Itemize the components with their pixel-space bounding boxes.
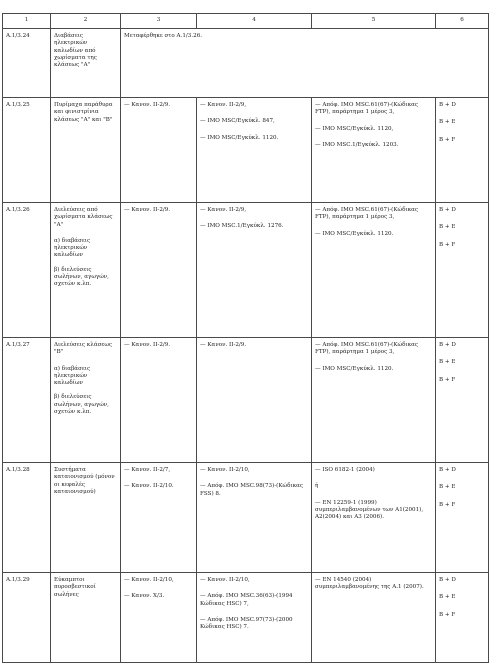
conformity-modules — [436, 98, 489, 203]
table-row — [3, 98, 489, 203]
module-entry: B + F — [439, 136, 456, 143]
module-entry: B + E — [439, 119, 456, 126]
item-code-text: A.1/3.26 — [6, 207, 30, 213]
reference-entry: — IMO MSC/Εγκύκλ. 1120. — [200, 135, 308, 142]
table-row — [3, 338, 489, 463]
standard-entry: — IMO MSC/Εγκύκλ. 1120. — [315, 366, 432, 373]
module-entry: B + E — [439, 224, 456, 231]
item-code — [3, 203, 51, 338]
standard-entry: — IMO MSC/Εγκύκλ. 1120. — [315, 231, 432, 238]
item-description-text: Διελεύσεις από χωρίσματα κλάσεως "A" — [54, 207, 113, 228]
reference-entry: — Κανον. II-2/9. — [124, 102, 193, 109]
column-header: 4 — [197, 14, 312, 29]
column-header: 1 — [3, 14, 51, 29]
table-row — [3, 463, 489, 573]
reference-entry: — Απόφ. IMO MSC.98(73)-(Κώδικας FSS) 8. — [200, 483, 308, 498]
item-description — [51, 463, 121, 573]
standard-entry: — EN 14540 (2004) συμπεριλαμβανομένης της A.1 (2007). — [315, 577, 432, 592]
item-code — [3, 29, 51, 98]
table-row — [3, 573, 489, 663]
module-entry: B + E — [439, 359, 456, 366]
reference-entry: — Κανον. II-2/9, — [200, 102, 308, 109]
table-row — [3, 203, 489, 338]
solas-reference — [121, 463, 197, 573]
reference-entry: — Κανον. II-2/10. — [124, 483, 193, 490]
item-code-text: A.1/3.29 — [6, 577, 30, 583]
conformity-modules — [436, 338, 489, 463]
module-entry: B + D — [439, 342, 456, 348]
column-header: 6 — [436, 14, 489, 29]
reference-entry: — Κανον. II-2/10, — [200, 577, 308, 584]
reference-entry: — Απόφ. IMO MSC.97(73)-(2000 Κώδικας HSC) 7. — [200, 617, 308, 632]
reference-entry: — Κανον. II-2/9, — [200, 207, 308, 214]
module-entry: B + D — [439, 102, 456, 108]
standard-entry: — Απόφ. IMO MSC.61(67)-(Κώδικας FTP), παράρτημα 1 μέρος 3, — [315, 207, 432, 222]
column-header: 5 — [312, 14, 436, 29]
reference-entry: — Απόφ. IMO MSC.36(63)-(1994 Κώδικας HSC) 7, — [200, 593, 308, 608]
module-entry: B + E — [439, 594, 456, 601]
standard-entry: — IMO MSC.1/Εγκύκλ. 1203. — [315, 142, 432, 149]
standard-entry: — Απόφ. IMO MSC.61(67)-(Κώδικας FTP), παράρτημα 1 μέρος 3, — [315, 102, 432, 117]
reference-entry: — Κανον. II-2/9. — [124, 342, 193, 349]
standard-entry: — ISO 6182-1 (2004) — [315, 467, 432, 474]
item-description-text: Διαβάσεις ηλεκτρικών καλωδίων από χωρίσματα της κλάσεως "A" — [54, 33, 97, 69]
module-entry: B + F — [439, 501, 456, 508]
item-description-text: Διελεύσεις κλάσεως "B" — [54, 342, 113, 356]
standard-entry: — IMO MSC/Εγκύκλ. 1120, — [315, 126, 432, 133]
item-code — [3, 463, 51, 573]
item-description-text: Εύκαμπτοι πυροσβεστικοί σωλήνες — [54, 577, 96, 598]
module-entry: B + D — [439, 467, 456, 473]
item-description — [51, 573, 121, 663]
sub-item: α) διαβάσεις ηλεκτρικών καλωδίων — [54, 237, 91, 259]
item-description — [51, 203, 121, 338]
moved-note: Μεταφέρθηκε στο A.1/3.26. — [124, 33, 203, 39]
solas-reference — [121, 338, 197, 463]
header-row — [3, 14, 489, 29]
standard-entry: — Απόφ. IMO MSC.61(67)-(Κώδικας FTP), παράρτημα 1 μέρος 3, — [315, 342, 432, 357]
item-code — [3, 338, 51, 463]
reference-entry: — IMO MSC/Εγκύκλ. 847, — [200, 118, 308, 125]
testing-standard — [312, 98, 436, 203]
module-entry: B + F — [439, 241, 456, 248]
item-code-text: A.1/3.25 — [6, 102, 30, 108]
reference-entry: — Κανον. X/3. — [124, 593, 193, 600]
sub-item: α) διαβάσεις ηλεκτρικών καλωδίων — [54, 365, 91, 387]
reference-entry: — IMO MSC.1/Εγκύκλ. 1276. — [200, 223, 308, 230]
module-entry: B + D — [439, 207, 456, 213]
imo-reference — [197, 463, 312, 573]
conformity-modules — [436, 573, 489, 663]
column-header: 2 — [51, 14, 121, 29]
column-header: 3 — [121, 14, 197, 29]
moved-note-cell — [121, 29, 489, 98]
item-description — [51, 98, 121, 203]
imo-reference — [197, 573, 312, 663]
testing-standard — [312, 203, 436, 338]
module-entry: B + E — [439, 484, 456, 491]
solas-reference — [121, 573, 197, 663]
item-code — [3, 98, 51, 203]
item-description-text: Συστήματα καταιονισμού (μόνον οι κεφαλές καταιονισμού) — [54, 467, 115, 495]
solas-reference — [121, 98, 197, 203]
item-code-text: A.1/3.28 — [6, 467, 30, 473]
testing-standard — [312, 338, 436, 463]
module-entry: B + D — [439, 577, 456, 583]
testing-standard — [312, 573, 436, 663]
reference-entry: — Κανον. II-2/10, — [200, 467, 308, 474]
reference-entry: — Κανον. II-2/7, — [124, 467, 193, 474]
reference-entry: — Κανον. II-2/10, — [124, 577, 193, 584]
item-description — [51, 338, 121, 463]
imo-reference — [197, 338, 312, 463]
sub-item: β) διελεύσεις σωλήνων, αγωγών, σχετών κ.λπ. — [54, 394, 109, 415]
reference-entry: — Κανον. II-2/9. — [200, 342, 308, 349]
item-code-text: A.1/3.27 — [6, 342, 30, 348]
reference-entry: — Κανον. II-2/9. — [124, 207, 193, 214]
module-entry: B + F — [439, 611, 456, 618]
conformity-modules — [436, 463, 489, 573]
item-code — [3, 573, 51, 663]
item-description-text: Πυρίμαχα παράθυρα και φινιστρίνια κλάσεως "A" και "B" — [54, 102, 113, 123]
standard-or-separator: ή — [315, 483, 319, 490]
item-description — [51, 29, 121, 98]
table-row — [3, 29, 489, 98]
module-entry: B + F — [439, 376, 456, 383]
conformity-modules — [436, 203, 489, 338]
equipment-regulation-table — [2, 13, 489, 663]
imo-reference — [197, 98, 312, 203]
imo-reference — [197, 203, 312, 338]
item-code-text: A.1/3.24 — [6, 33, 30, 39]
sub-item: β) διελεύσεις σωλήνων, αγωγών, σχετών κ.λπ. — [54, 266, 109, 288]
testing-standard — [312, 463, 436, 573]
standard-entry: — EN 12259-1 (1999) συμπεριλαμβανομένων των A1(2001), A2(2004) και A3 (2006). — [315, 500, 432, 522]
solas-reference — [121, 203, 197, 338]
